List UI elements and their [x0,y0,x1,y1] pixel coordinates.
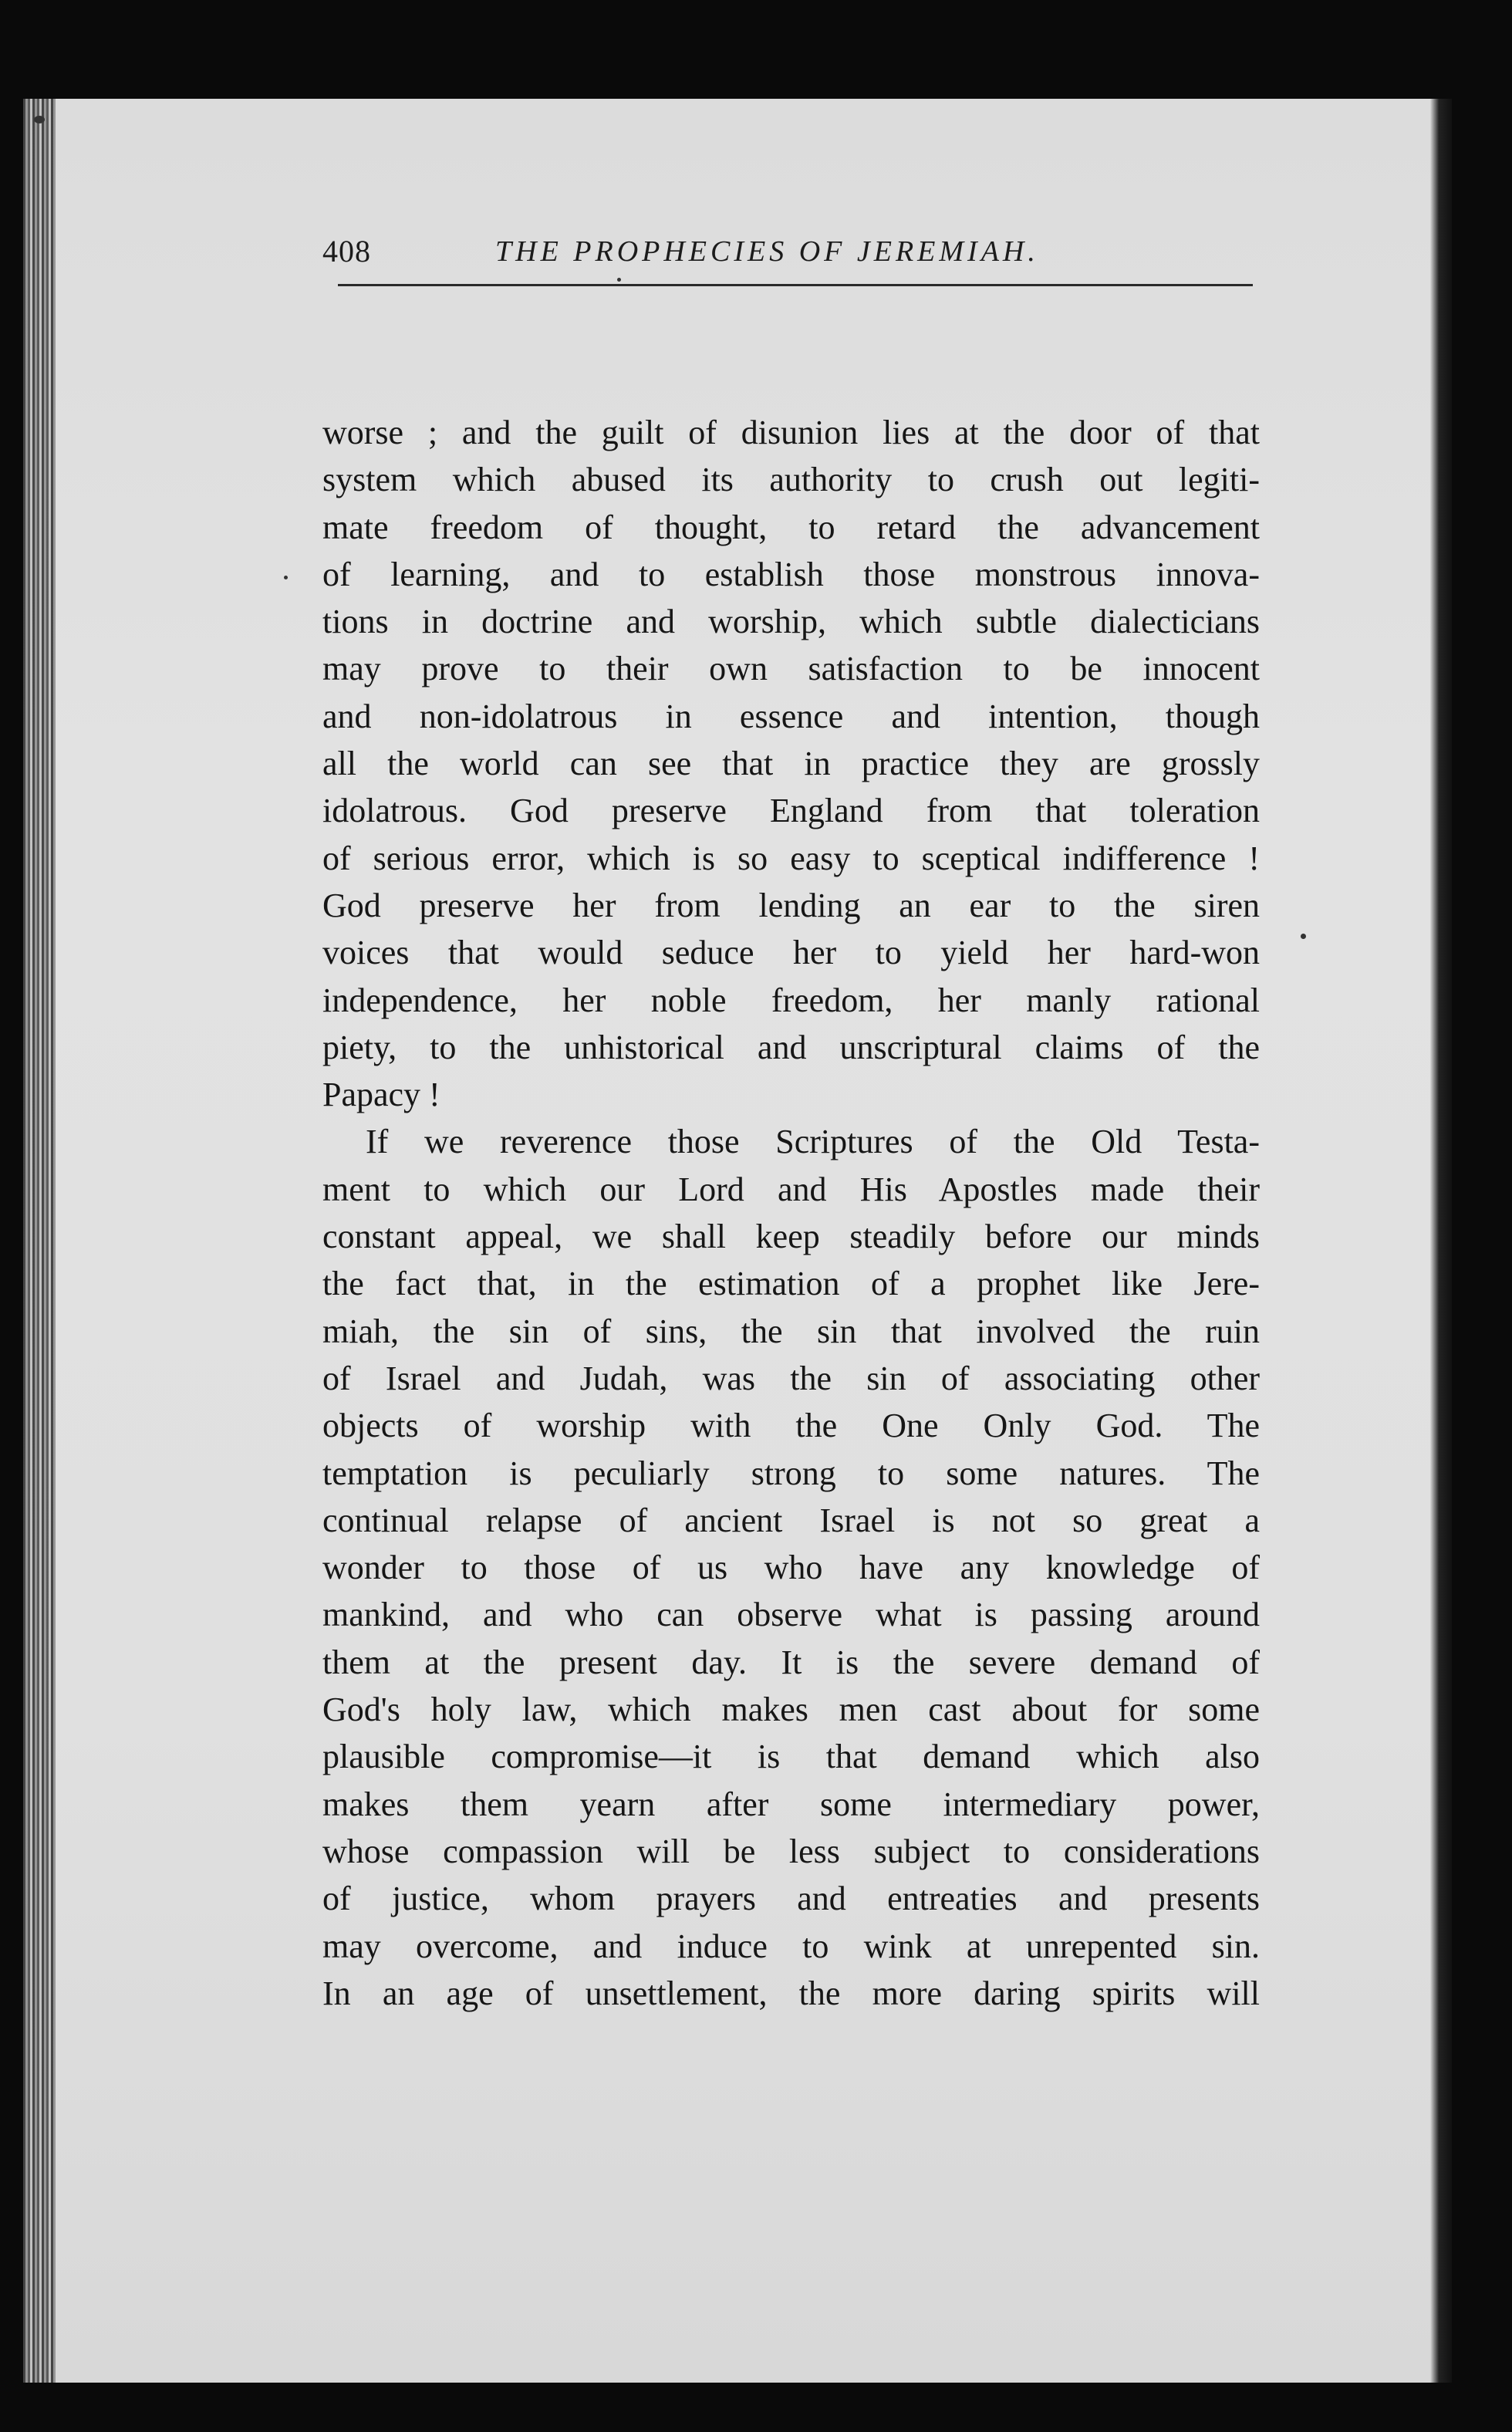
text-line: ment to which our Lord and His Apostles made their [322,1170,1260,1208]
text-line: of serious error, which is so easy to sceptical indifference ! [322,839,1260,877]
text-line: voices that would seduce her to yield her hard-won [322,934,1260,972]
text-line: all the world can see that in practice they are grossly [322,745,1260,783]
page-number: 408 [322,234,371,269]
page-right-edge [1430,99,1452,2383]
text-line: continual relapse of ancient Israel is not so great a [322,1501,1260,1539]
text-line: wonder to those of us who have any knowledge of [322,1549,1260,1587]
text-line: of justice, whom prayers and entreaties and presents [322,1880,1260,1918]
text-line: system which abused its authority to crush out legiti- [322,461,1260,499]
text-line: plausible compromise—it is that demand which also [322,1738,1260,1776]
scan-speck [1301,934,1306,939]
paragraph [322,1118,1260,2017]
page-gutter-edge [23,99,56,2383]
text-line: of learning, and to establish those monstrous innova- [322,555,1260,593]
text-line: makes them yearn after some intermediary power, [322,1785,1260,1823]
text-line: mate freedom of thought, to retard the advancement [322,508,1260,546]
paragraph [322,409,1260,1118]
text-line: the fact that, in the estimation of a prophet like Jere- [322,1265,1260,1303]
scan-speck [284,576,288,579]
scan-speck [617,278,621,282]
text-line: In an age of unsettlement, the more daring spirits will [322,1974,1260,2012]
text-line: may overcome, and induce to wink at unrepented sin. [322,1927,1260,1965]
text-line: and non-idolatrous in essence and intention, though [322,697,1260,735]
text-line: them at the present day. It is the severe demand of [322,1643,1260,1681]
text-line: temptation is peculiarly strong to some natures. The [322,1454,1260,1492]
text-line: God preserve her from lending an ear to the siren [322,886,1260,924]
text-line: may prove to their own satisfaction to be innocent [322,650,1260,688]
text-line: Papacy ! [322,1076,440,1114]
text-line: objects of worship with the One Only God. The [322,1407,1260,1445]
header-rule [338,284,1253,286]
scan-speck [34,116,45,123]
body-text [322,409,1260,2017]
text-line: miah, the sin of sins, the sin that involved the ruin [322,1312,1260,1350]
text-line: mankind, and who can observe what is passing around [322,1596,1260,1634]
text-line: God's holy law, which makes men cast about for some [322,1691,1260,1729]
text-line: constant appeal, we shall keep steadily before our minds [322,1218,1260,1256]
text-line: If we reverence those Scriptures of the Old Testa- [366,1123,1260,1161]
text-line: idolatrous. God preserve England from that toleration [322,792,1260,830]
running-title: THE PROPHECIES OF JEREMIAH. [495,235,1039,268]
text-line: tions in doctrine and worship, which subtle dialecticians [322,603,1260,641]
text-line: worse ; and the guilt of disunion lies at the door of that [322,414,1260,451]
text-line: piety, to the unhistorical and unscriptural claims of the [322,1028,1260,1066]
text-line: whose compassion will be less subject to considerations [322,1832,1260,1870]
text-line: of Israel and Judah, was the sin of associating other [322,1359,1260,1397]
text-line: independence, her noble freedom, her manly rational [322,981,1260,1019]
running-header [299,228,1264,275]
